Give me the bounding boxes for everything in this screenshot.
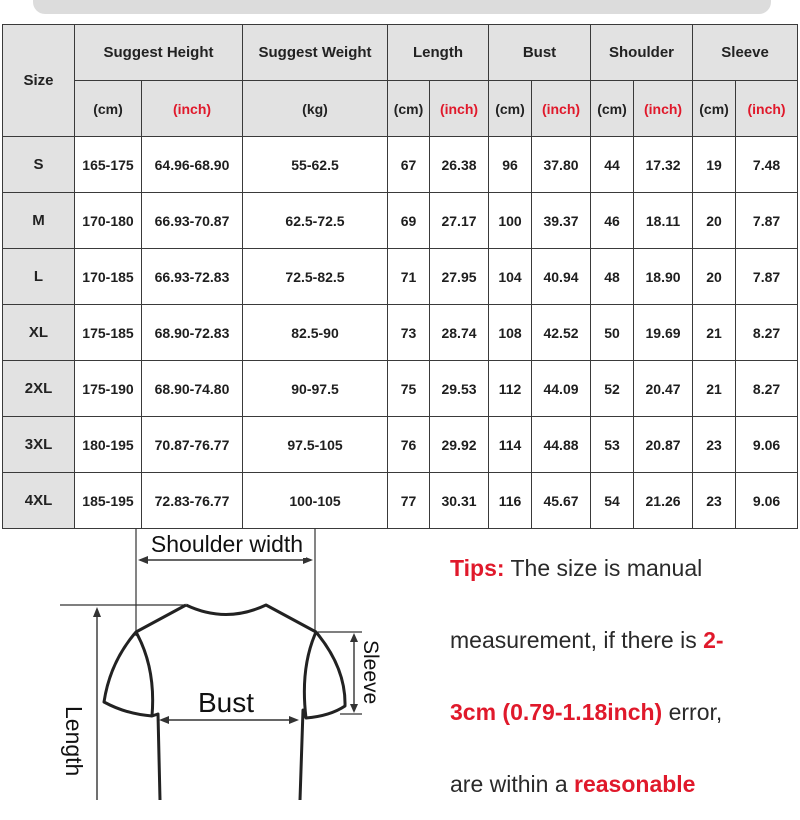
tips-text: are within a	[450, 771, 575, 797]
height-cm-cell: 165-175	[75, 137, 142, 193]
length-label: Length	[61, 706, 87, 777]
tips-text: measurement, if there is	[450, 627, 704, 653]
bust-inch-cell: 42.52	[532, 305, 591, 361]
length-inch-cell: 28.74	[430, 305, 489, 361]
weight-kg-cell: 62.5-72.5	[243, 193, 388, 249]
sleeve-inch-cell: 7.48	[736, 137, 798, 193]
table-row	[3, 249, 798, 305]
height-cm-cell: 180-195	[75, 417, 142, 473]
tips-line-4	[450, 748, 800, 820]
bust-inch-cell: 40.94	[532, 249, 591, 305]
shoulder-cm-cell: 48	[591, 249, 634, 305]
bust-cm-cell: 116	[489, 473, 532, 529]
height-cm-cell: 175-185	[75, 305, 142, 361]
sleeve-arrow-bottom	[350, 704, 358, 713]
height-inch-cell: 70.87-76.77	[142, 417, 243, 473]
shoulder-cm-cell: 44	[591, 137, 634, 193]
length-cm-cell: 69	[388, 193, 430, 249]
size-cell: S	[3, 137, 75, 193]
bust-inch-cell: 39.37	[532, 193, 591, 249]
table-row	[3, 305, 798, 361]
header-suggest-height: Suggest Height	[75, 25, 243, 81]
length-cm-cell: 77	[388, 473, 430, 529]
length-inch-cell: 27.17	[430, 193, 489, 249]
height-inch-cell: 68.90-74.80	[142, 361, 243, 417]
t-shirt-icon	[0, 528, 430, 800]
shoulder-cm-cell: 52	[591, 361, 634, 417]
sleeve-seam-right	[304, 632, 316, 718]
shoulder-inch-cell: 19.69	[634, 305, 693, 361]
table-row	[3, 193, 798, 249]
table-row	[3, 137, 798, 193]
header-row-groups	[3, 25, 798, 81]
sleeve-cm-cell: 21	[693, 305, 736, 361]
tips-line-1	[450, 532, 800, 604]
height-cm-cell: 170-185	[75, 249, 142, 305]
unit-inch: (inch)	[634, 81, 693, 137]
height-inch-cell: 72.83-76.77	[142, 473, 243, 529]
height-cm-cell: 170-180	[75, 193, 142, 249]
height-inch-cell: 66.93-72.83	[142, 249, 243, 305]
weight-kg-cell: 90-97.5	[243, 361, 388, 417]
bust-cm-cell: 108	[489, 305, 532, 361]
shoulder-width-label: Shoulder width	[150, 531, 304, 557]
bust-cm-cell: 100	[489, 193, 532, 249]
length-cm-cell: 73	[388, 305, 430, 361]
tips-highlight: 2-	[703, 627, 724, 653]
length-inch-cell: 29.92	[430, 417, 489, 473]
weight-kg-cell: 55-62.5	[243, 137, 388, 193]
sleeve-seam-left	[136, 632, 153, 716]
tips-text: error,	[662, 699, 723, 725]
unit-cm: (cm)	[75, 81, 142, 137]
weight-kg-cell: 100-105	[243, 473, 388, 529]
unit-inch: (inch)	[142, 81, 243, 137]
size-cell: 3XL	[3, 417, 75, 473]
header-bust: Bust	[489, 25, 591, 81]
sleeve-cm-cell: 20	[693, 193, 736, 249]
bust-inch-cell: 44.09	[532, 361, 591, 417]
sleeve-inch-cell: 7.87	[736, 193, 798, 249]
tips-line-3	[450, 676, 800, 748]
length-inch-cell: 30.31	[430, 473, 489, 529]
header-suggest-weight: Suggest Weight	[243, 25, 388, 81]
tips-text: The size is manual	[504, 555, 703, 581]
unit-cm: (cm)	[693, 81, 736, 137]
sleeve-cm-cell: 23	[693, 473, 736, 529]
length-inch-cell: 29.53	[430, 361, 489, 417]
size-cell: XL	[3, 305, 75, 361]
size-header: Size	[3, 25, 75, 137]
shoulder-inch-cell: 21.26	[634, 473, 693, 529]
arrow-head-left	[138, 556, 148, 564]
unit-cm: (cm)	[388, 81, 430, 137]
size-cell: L	[3, 249, 75, 305]
bust-arrow-left	[159, 716, 169, 724]
weight-kg-cell: 82.5-90	[243, 305, 388, 361]
height-inch-cell: 68.90-72.83	[142, 305, 243, 361]
bust-arrow-right	[289, 716, 299, 724]
height-cm-cell: 185-195	[75, 473, 142, 529]
bust-inch-cell: 44.88	[532, 417, 591, 473]
header-length: Length	[388, 25, 489, 81]
unit-cm: (cm)	[591, 81, 634, 137]
bust-cm-cell: 104	[489, 249, 532, 305]
sleeve-inch-cell: 8.27	[736, 361, 798, 417]
length-cm-cell: 76	[388, 417, 430, 473]
unit-inch: (inch)	[430, 81, 489, 137]
unit-kg: (kg)	[243, 81, 388, 137]
weight-kg-cell: 97.5-105	[243, 417, 388, 473]
sleeve-label: Sleeve	[359, 640, 382, 705]
weight-kg-cell: 72.5-82.5	[243, 249, 388, 305]
tips-highlight: 3cm (0.79-1.18inch)	[450, 699, 663, 725]
header-shoulder: Shoulder	[591, 25, 693, 81]
size-rows	[3, 137, 798, 529]
shoulder-inch-cell: 18.11	[634, 193, 693, 249]
header-row-units	[3, 81, 798, 137]
bust-inch-cell: 37.80	[532, 137, 591, 193]
length-cm-cell: 75	[388, 361, 430, 417]
height-inch-cell: 64.96-68.90	[142, 137, 243, 193]
sleeve-cm-cell: 21	[693, 361, 736, 417]
sleeve-inch-cell: 9.06	[736, 473, 798, 529]
bust-cm-cell: 96	[489, 137, 532, 193]
length-arrow-head	[93, 607, 101, 617]
size-chart-table	[2, 24, 798, 529]
top-banner-bar	[33, 0, 771, 14]
unit-inch: (inch)	[532, 81, 591, 137]
sleeve-inch-cell: 7.87	[736, 249, 798, 305]
sleeve-cm-cell: 19	[693, 137, 736, 193]
shoulder-inch-cell: 20.87	[634, 417, 693, 473]
bust-inch-cell: 45.67	[532, 473, 591, 529]
table-row	[3, 361, 798, 417]
t-shirt-measurement-diagram	[0, 528, 430, 800]
sleeve-arrow-top	[350, 633, 358, 642]
shoulder-inch-cell: 20.47	[634, 361, 693, 417]
shoulder-cm-cell: 53	[591, 417, 634, 473]
table-row	[3, 473, 798, 529]
tips-line-2	[450, 604, 800, 676]
sleeve-inch-cell: 8.27	[736, 305, 798, 361]
length-inch-cell: 27.95	[430, 249, 489, 305]
length-cm-cell: 71	[388, 249, 430, 305]
header-sleeve: Sleeve	[693, 25, 798, 81]
sleeve-inch-cell: 9.06	[736, 417, 798, 473]
table-row	[3, 417, 798, 473]
bust-cm-cell: 114	[489, 417, 532, 473]
shoulder-cm-cell: 46	[591, 193, 634, 249]
sleeve-cm-cell: 23	[693, 417, 736, 473]
shoulder-cm-cell: 54	[591, 473, 634, 529]
bust-cm-cell: 112	[489, 361, 532, 417]
length-inch-cell: 26.38	[430, 137, 489, 193]
tips-prefix: Tips:	[450, 555, 505, 581]
shoulder-cm-cell: 50	[591, 305, 634, 361]
height-cm-cell: 175-190	[75, 361, 142, 417]
bust-label: Bust	[197, 687, 255, 718]
sleeve-cm-cell: 20	[693, 249, 736, 305]
shoulder-inch-cell: 18.90	[634, 249, 693, 305]
unit-cm: (cm)	[489, 81, 532, 137]
shoulder-inch-cell: 17.32	[634, 137, 693, 193]
size-cell: 2XL	[3, 361, 75, 417]
tips-highlight: reasonable	[574, 771, 696, 797]
tips-note	[450, 532, 800, 820]
length-cm-cell: 67	[388, 137, 430, 193]
height-inch-cell: 66.93-70.87	[142, 193, 243, 249]
unit-inch: (inch)	[736, 81, 798, 137]
size-cell: M	[3, 193, 75, 249]
size-cell: 4XL	[3, 473, 75, 529]
